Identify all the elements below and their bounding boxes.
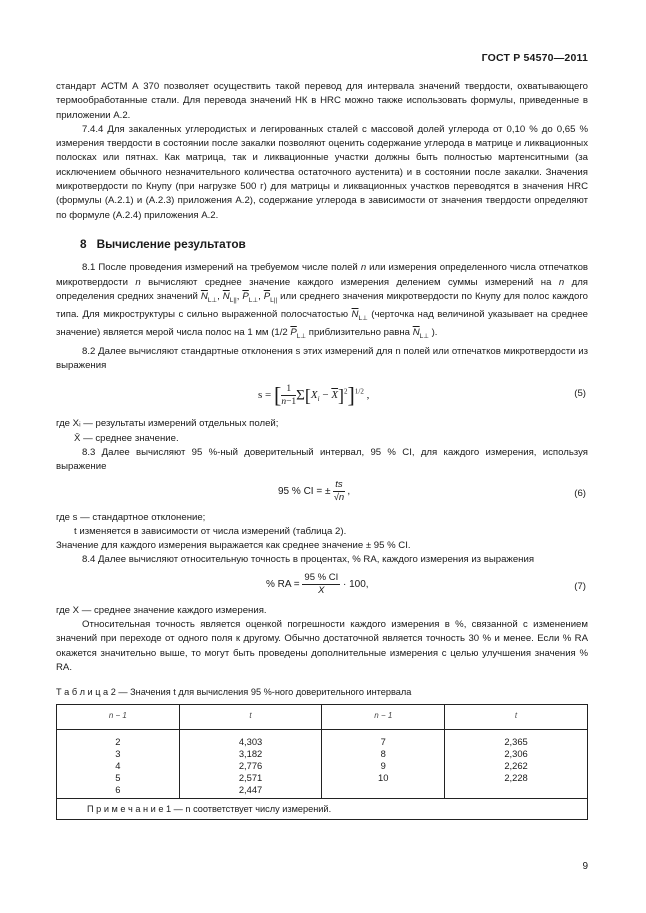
table-cell: 2,365 (445, 729, 588, 748)
formula-6-numerator: ts (335, 478, 343, 490)
table-cell: 9 (322, 760, 445, 772)
formula-6 (56, 475, 588, 511)
page-number: 9 (582, 861, 588, 872)
table-cell: 2,228 (445, 772, 588, 784)
table-cell: 2,306 (445, 748, 588, 760)
formula-6-body: 95 % CI = ± $\frac{ts}{√n}$ , (278, 478, 351, 503)
table-header-row (57, 704, 588, 729)
table-cell: 2,447 (179, 784, 322, 799)
table-row (57, 772, 588, 784)
section-heading (80, 237, 588, 251)
table-header: t (445, 704, 588, 729)
table-cell (445, 784, 588, 799)
formula-5-body: s = [ $\frac{1}{n-1}$ $\Sigma[X_i - \overline{X}]^2]^{1/2}$ , (258, 382, 370, 408)
text-run: вычисляют среднее значение каждого измерения делением суммы измерений на (140, 276, 559, 288)
paragraph-8-1: 8.1 После проведения измерений на требуемом числе полей n или измерения определенного числа отпечатков микротвердости n вычисляют среднее значение каждого измерения делением суммы измерений на n для определения средних значений $\overline{N}_{L\perp}$, $\overline{N}_{L||}$, $\overline{P}_{L\perp}$, $\overline{P}_{L||}$ или среднего значения микротвердости по Кнупу для полос каждого типа. Для микроструктуры с сильно выраженной полосчатостью $\overline{N}_{L\perp}$ (черточка над величиной указывает на среднее значение) является мерой числа полос на 1 мм (1/2 $\overline{P}_{L\perp}$ приблизительно равна $\overline{N}_{L\perp}$ ). (56, 262, 589, 341)
formula-7-numerator: 95 % CI (304, 571, 339, 583)
formula-7-lhs: % RA = (266, 578, 300, 590)
table-cell: 2,571 (179, 772, 322, 784)
table-row (57, 784, 588, 799)
paragraph-8-4: 8.4 Далее вычисляют относительную точность в процентах, % RA, каждого измерения из выражения (82, 554, 535, 566)
table-cell: 6 (57, 784, 180, 799)
formula-5-number: (5) (574, 388, 586, 400)
section-title: Вычисление результатов (96, 236, 246, 251)
table-note: П р и м е ч а н и е 1 — n соответствует числу измерений. (57, 798, 588, 819)
table-cell: 2 (57, 729, 180, 748)
formula-5-lhs: s = (258, 389, 272, 402)
table-header: n − 1 (57, 704, 180, 729)
paragraph-ci-value: Значение для каждого измерения выражается как среднее значение ± 95 % CI. (56, 540, 411, 552)
text-run: 8.1 После проведения измерений на требуемом числе полей (82, 262, 361, 274)
table-caption: Т а б л и ц а 2 — Значения t для вычисления 95 %-ного доверительного интервала (56, 687, 412, 698)
table-cell: 7 (322, 729, 445, 748)
document-body (56, 80, 588, 820)
formula-7 (56, 568, 588, 604)
formula-7-denominator: X (318, 584, 325, 596)
text-run: или измерения определенного числа отпечатков микротвердости (56, 262, 589, 288)
paragraph: стандарт АСТМ А 370 позволяет осуществить такой перевод для интервала значений твердости, охватывающего термообработанные стали. Для перевода значений НК в HRC можно также использовать формулы, приведенные в приложении А.2. (56, 81, 588, 121)
paragraph-8-3: 8.3 Далее вычисляют 95 %-ный доверительный интервал, 95 % CI, для каждого измерения, используя выражение (56, 446, 588, 473)
paragraph-relative-accuracy: Относительная точность является оценкой погрешности каждого измерения в %, связанной с изменением значений при переходе от одного поля к другому. Обычно достаточной является точность 30 % и менее. Если % RA окажется значительно выше, то могут быть проведены дополнительные измерения с целью улучшения значения % RA. (56, 619, 588, 673)
table-cell: 8 (322, 748, 445, 760)
where-xi: где Xᵢ — результаты измерений отдельных полей; (56, 418, 279, 430)
table-row (57, 729, 588, 748)
formula-5 (56, 373, 588, 417)
text-run: или среднего значения микротвердости по Кнупу для полос каждого типа. Для микроструктуры с сильно выраженной полосчатостью (56, 290, 588, 321)
where-x: где X — среднее значение каждого измерения. (56, 604, 267, 616)
table-header: t (179, 704, 322, 729)
table-cell: 3 (57, 748, 180, 760)
table-row (57, 748, 588, 760)
t-values-table (56, 704, 588, 820)
section-number: 8 (80, 236, 87, 251)
text-run: приблизительно равна (306, 327, 413, 339)
formula-6-denominator: √n (333, 491, 345, 503)
paragraph-8-2: 8.2 Далее вычисляют стандартные отклонения s этих измерений для n полей или отпечатков микротвердости из выражения (56, 345, 588, 372)
formula-7-rhs: · 100, (343, 578, 369, 590)
where-s: где s — стандартное отклонение; (56, 511, 206, 523)
text-run: для определения средних значений (56, 276, 588, 302)
where-xbar: X̄ — среднее значение. (74, 432, 179, 444)
where-t: t изменяется в зависимости от числа измерений (таблица 2). (74, 525, 347, 537)
table-note-row (57, 798, 588, 819)
table-cell: 3,182 (179, 748, 322, 760)
document-id-header: ГОСТ Р 54570—2011 (481, 52, 588, 64)
paragraph-7-4-4: 7.4.4 Для закаленных углеродистых и легированных сталей с массовой долей углерода от 0,10 % до 0,65 % измерения твердости в состоянии после закалки позволяют оценить содержание углерода в матрице и ликвационных полосках или пятнах. Как матрица, так и ликвационные участки должны быть полностью мартенситными (за исключением обычного незначительного количества остаточного аустенита) и в состоянии после закалки. Значения микротвердости по Кнупу (при нагрузке 500 г) для матрицы и ликвационных участков переводятся в значения HRC (формулы (А.2.1) и (А.2.3) приложения А.2), содержание углерода в зависимости от значения твердости определяют по формуле (А.2.4) приложения А.2. (56, 123, 588, 221)
table-cell (322, 784, 445, 799)
table-cell: 5 (57, 772, 180, 784)
formula-6-lhs: 95 % CI = ± (278, 485, 331, 497)
formula-6-number: (6) (574, 487, 586, 499)
table-cell: 4 (57, 760, 180, 772)
table-header: n − 1 (322, 704, 445, 729)
table-row (57, 760, 588, 772)
formula-7-number: (7) (574, 580, 586, 592)
table-cell: 2,776 (179, 760, 322, 772)
text-run: ). (428, 327, 438, 339)
text-run: (черточка над величиной указывает на среднее значение) является мерой числа полос на 1 мм (1/2 (56, 309, 589, 339)
table-cell: 2,262 (445, 760, 588, 772)
formula-7-body (266, 572, 369, 597)
table-cell: 10 (322, 772, 445, 784)
table-cell: 4,303 (179, 729, 322, 748)
